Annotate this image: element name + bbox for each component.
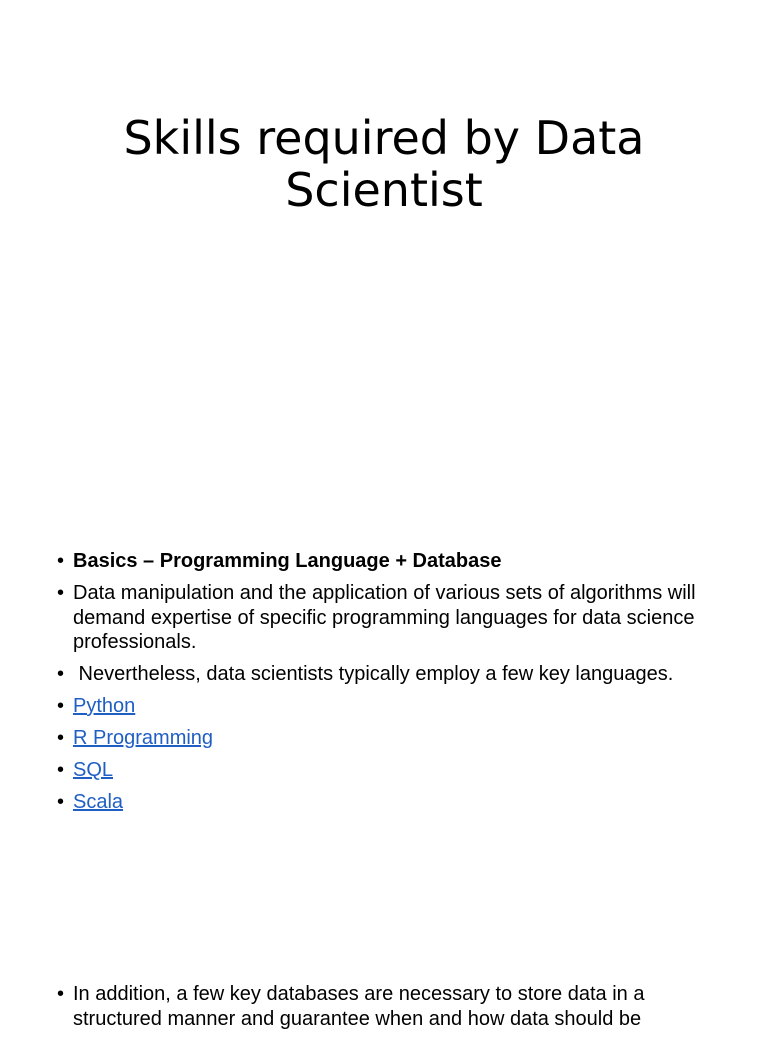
list-item-sql — [57, 758, 697, 783]
bullet-glyph: • — [57, 550, 65, 572]
bullet-glyph: • — [57, 695, 65, 717]
bullet-list — [57, 549, 697, 822]
list-item-nevertheless — [57, 662, 697, 687]
bullet-glyph: • — [57, 727, 65, 749]
bullet-glyph: • — [57, 791, 65, 813]
list-item-data-manipulation — [57, 581, 697, 655]
bullet-text-nevertheless: Nevertheless, data scientists typically employ a few key languages. — [73, 663, 674, 685]
scala-link[interactable]: Scala — [73, 791, 124, 813]
bullet-text-basics: Basics – Programming Language + Database — [73, 550, 502, 572]
list-item-python — [57, 694, 697, 719]
bullet-list-databases — [57, 982, 697, 1039]
bullet-glyph: • — [57, 582, 65, 604]
list-item-scala — [57, 790, 697, 815]
r-programming-link[interactable]: R Programming — [73, 727, 214, 749]
list-item-r-programming — [57, 726, 697, 751]
bullet-glyph: • — [57, 759, 65, 781]
bullet-text-data-manipulation: Data manipulation and the application of various sets of algorithms will demand expertise of specific programming languages for data science professionals. — [73, 582, 696, 653]
list-item-basics — [57, 549, 697, 574]
sql-link[interactable]: SQL — [73, 759, 114, 781]
bullet-glyph: • — [57, 983, 65, 1005]
bullet-glyph: • — [57, 663, 65, 685]
python-link[interactable]: Python — [73, 695, 136, 717]
slide-title: Skills required by Data Scientist — [123, 111, 645, 217]
bullet-text-databases: In addition, a few key databases are necessary to store data in a structured manner and guarantee when and how data should be — [73, 983, 645, 1030]
